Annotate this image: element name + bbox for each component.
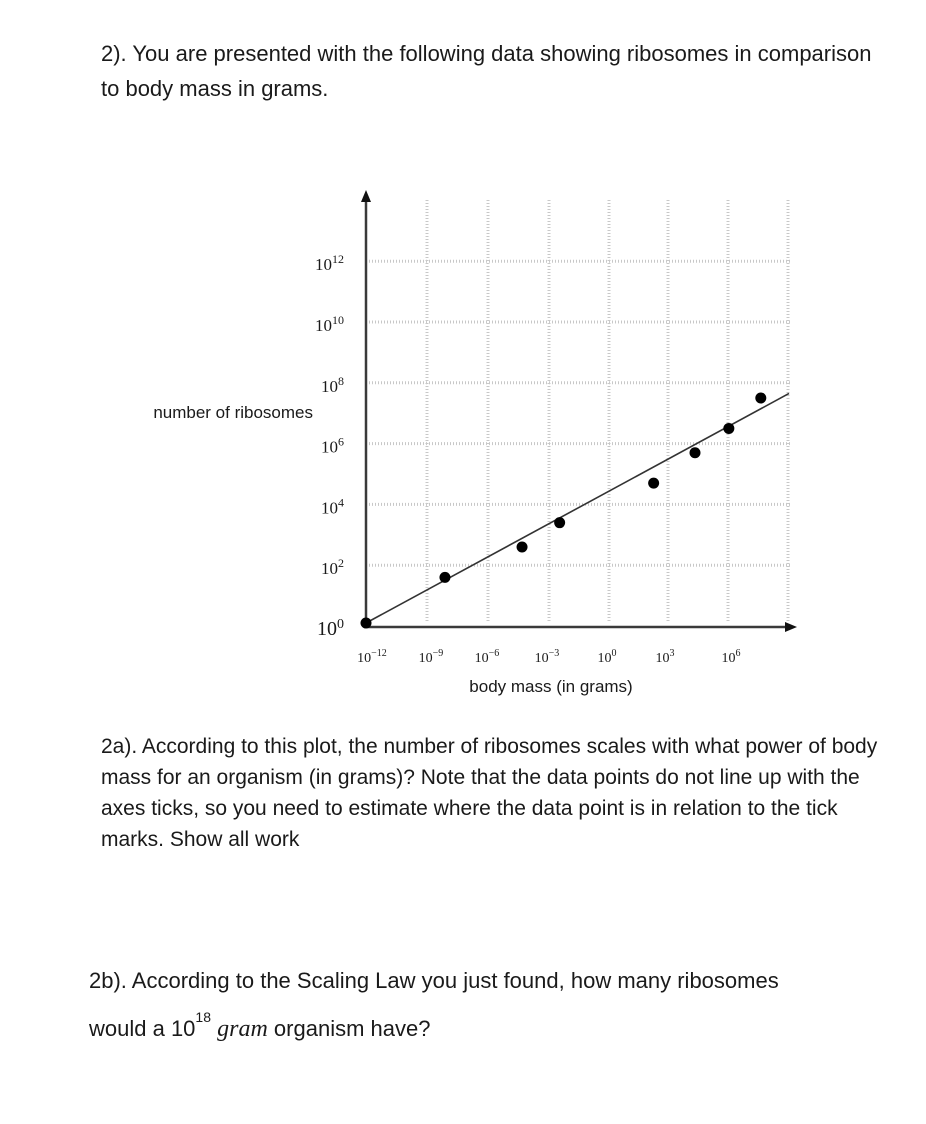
x-tick-label: $10^{-9}$ <box>418 648 444 666</box>
x-tick-label: $10^{-6}$ <box>474 648 500 666</box>
data-point <box>723 423 734 434</box>
y-axis-label: number of ribosomes <box>153 403 313 422</box>
y-tick-label: $10^{10}$ <box>315 313 344 335</box>
question-2a-prompt: 2a). According to this plot, the number of ribosomes scales with what power of body mass for an organism (in grams)? Note that the data points do not line up with the axes ticks, so you need to estimate where the data point is in relation to the tick marks. Show all work <box>101 735 878 851</box>
x-tick-label: $10^0$ <box>597 648 617 666</box>
x-axis-label: body mass (in grams) <box>469 677 633 696</box>
x-axis-arrow-icon <box>785 622 797 632</box>
question-2b-math-word: gram <box>217 1016 268 1042</box>
question-2b-post: organism have? <box>273 1016 431 1041</box>
x-tick-label: $10^{-3}$ <box>534 648 560 666</box>
question-2b-line2 <box>89 1009 431 1043</box>
x-tick-label: $10^6$ <box>721 648 741 666</box>
question-2-text: You are presented with the following data showing ribosomes in comparison to body mass in grams. <box>101 41 872 101</box>
x-tick-label: $10^{-12}$ <box>357 648 387 666</box>
data-point <box>361 618 372 629</box>
data-point <box>755 393 766 404</box>
y-tick-label: $10^2$ <box>321 556 344 579</box>
y-tick-label: $10^0$ <box>317 617 344 640</box>
data-point <box>554 517 565 528</box>
y-axis-arrow-icon <box>361 190 371 202</box>
data-point <box>517 542 528 553</box>
question-number: 2). <box>101 41 127 66</box>
x-tick-labels <box>357 648 740 666</box>
grid <box>366 200 790 623</box>
data-point <box>648 478 659 489</box>
y-tick-label: $10^6$ <box>321 434 344 457</box>
y-tick-label: $10^4$ <box>321 495 344 518</box>
question-2b-line1: 2b). According to the Scaling Law you just found, how many ribosomes <box>89 968 779 993</box>
question-2b-pre: would a 10 <box>89 1016 196 1041</box>
x-tick-label: $10^3$ <box>655 648 675 666</box>
y-tick-label: $10^8$ <box>321 373 344 396</box>
y-tick-labels <box>315 252 344 640</box>
y-tick-label: $10^{12}$ <box>315 252 344 275</box>
question-2b-exponent: 18 <box>195 1009 211 1025</box>
data-point <box>690 447 701 458</box>
data-point <box>439 572 450 583</box>
